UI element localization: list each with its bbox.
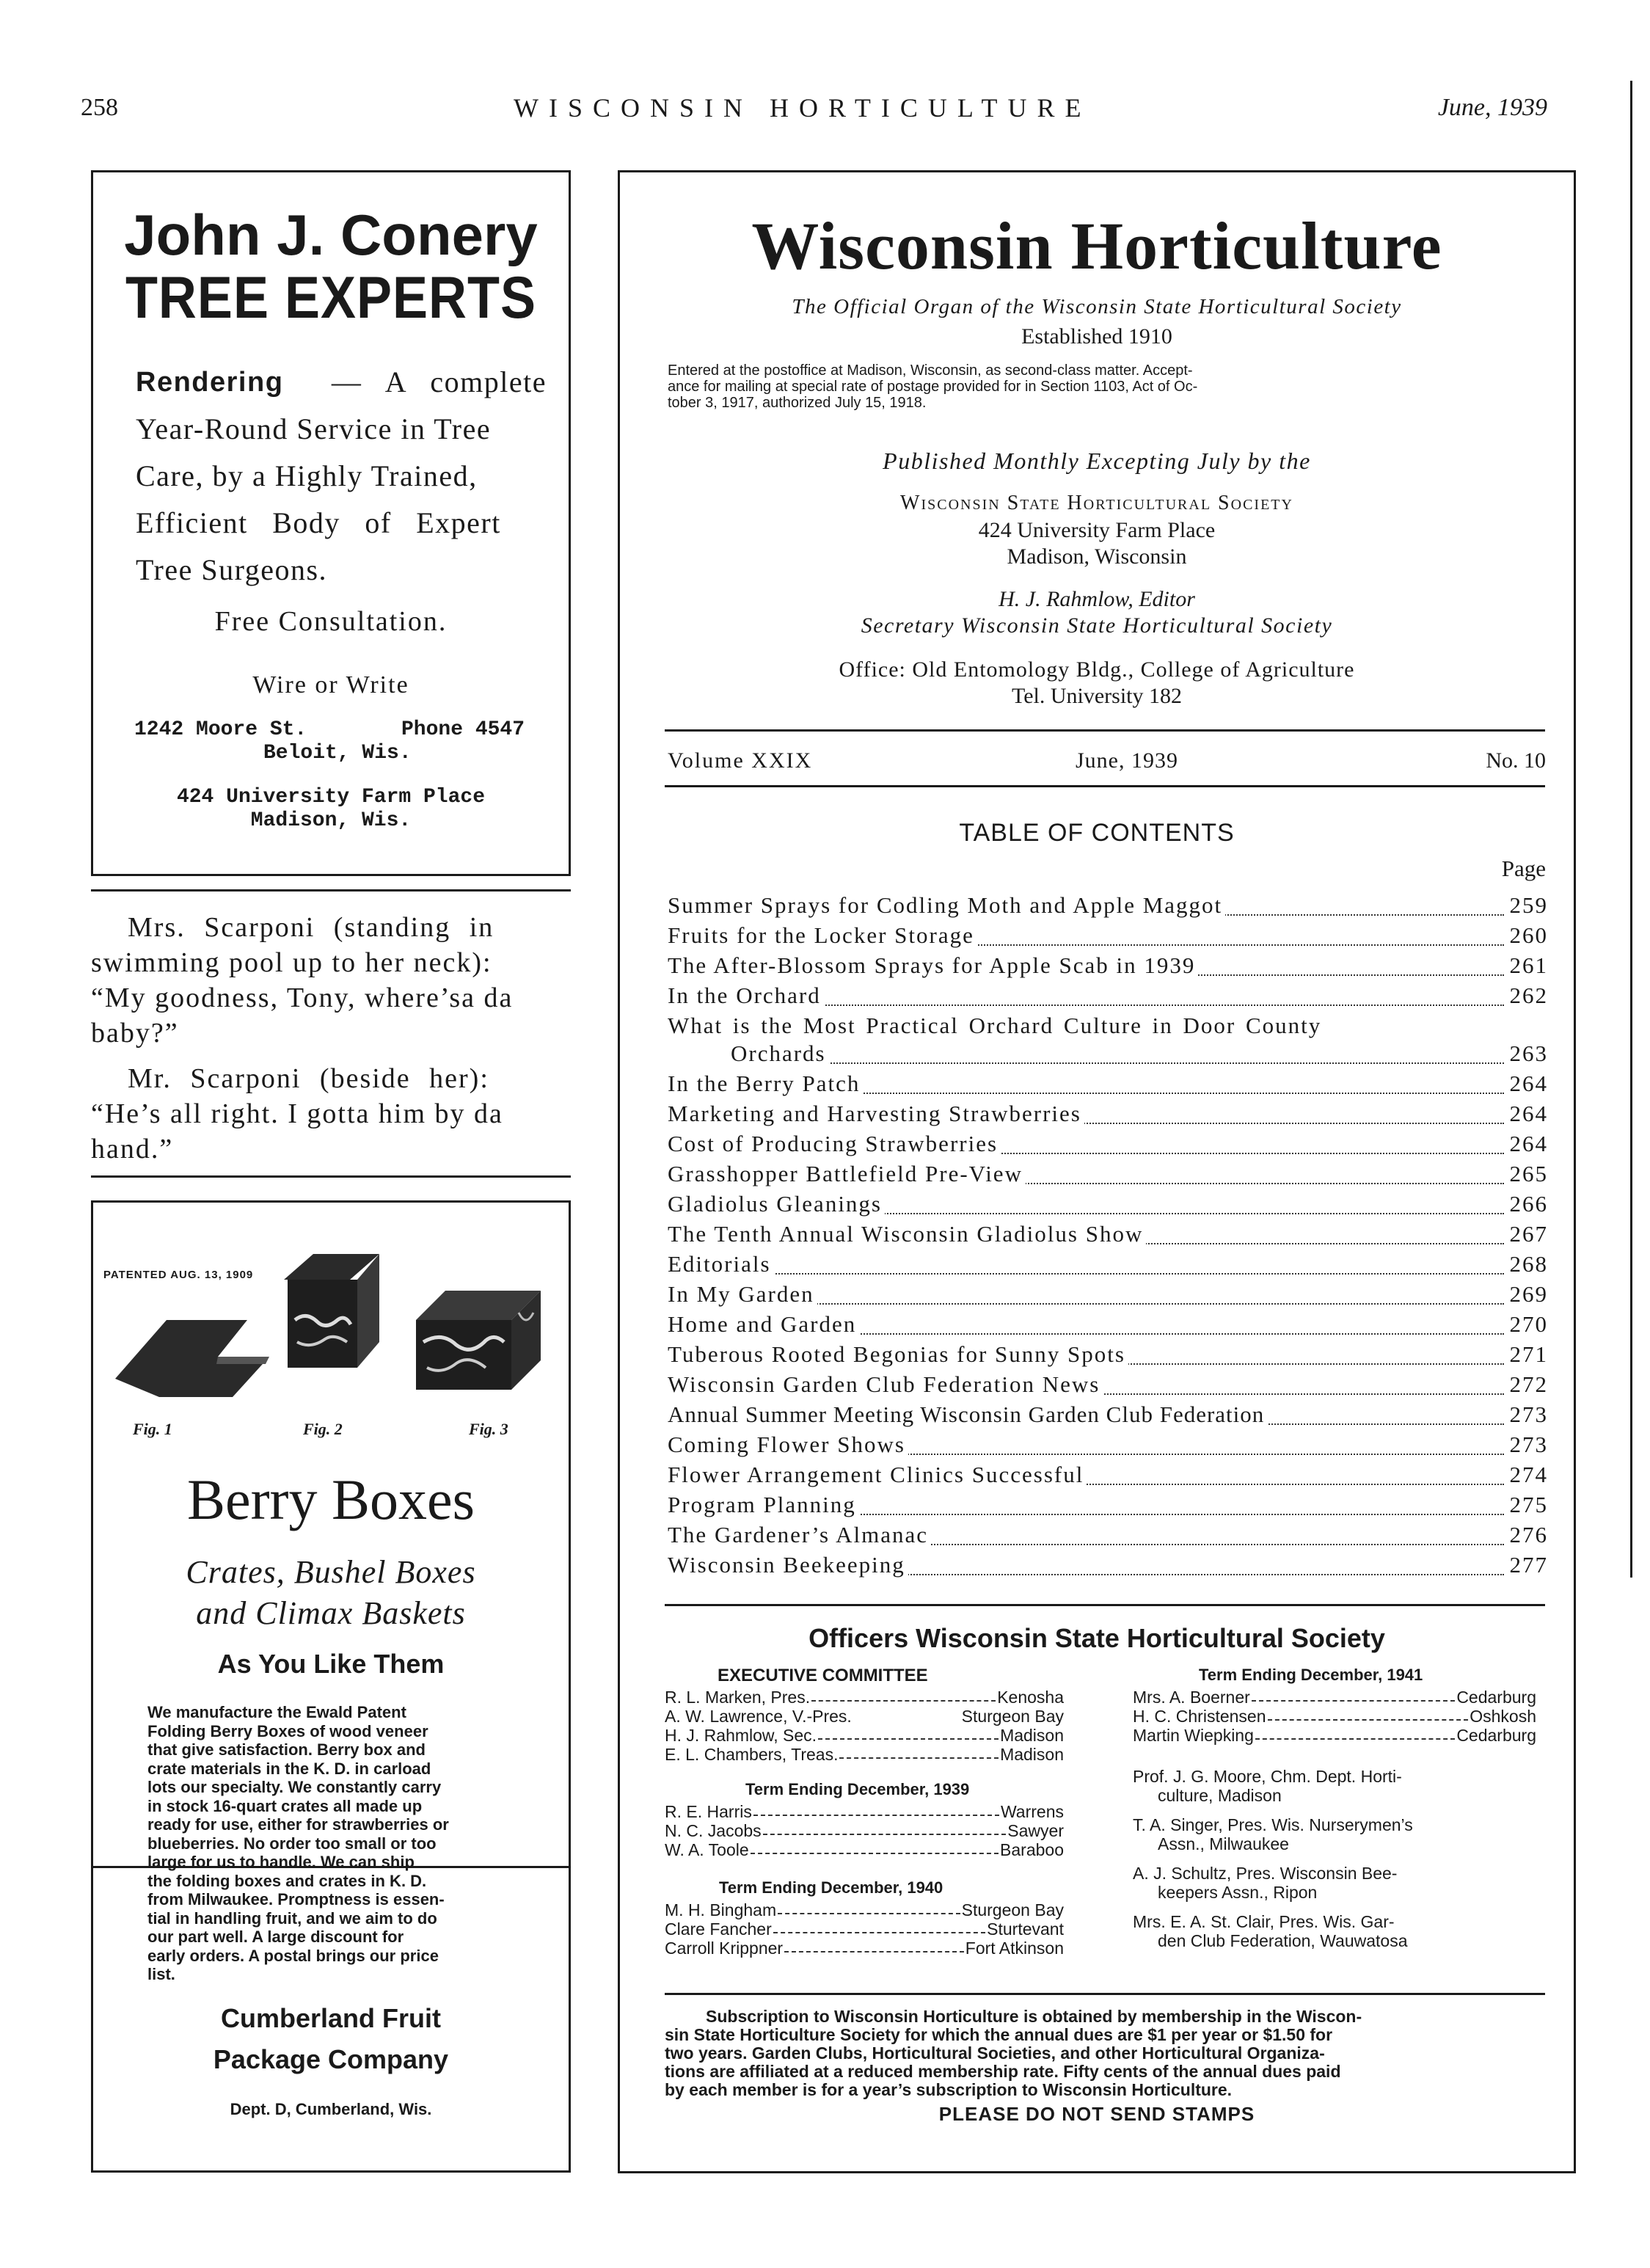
officer-row: R. L. Marken, Pres. Kenosha xyxy=(665,1688,1064,1707)
published-line: Published Monthly Excepting July by the xyxy=(883,448,1311,474)
subscription-line: by each member is for a year’s subscription to Wisconsin Horticulture. xyxy=(665,2080,1233,2099)
ex-officio-members xyxy=(1133,1767,1544,1950)
officer-row: M. H. Bingham Sturgeon Bay xyxy=(665,1900,1064,1919)
subscription-line: sin State Horticulture Society for which the annual dues are $1 per year or $1.50 for xyxy=(665,2025,1333,2044)
subscription-note xyxy=(665,2008,1542,2099)
berry-subtitle-2: and Climax Baskets xyxy=(196,1595,466,1631)
joke-line: hand.” xyxy=(91,1134,174,1164)
term-1939-heading: Term Ending December, 1939 xyxy=(745,1780,970,1798)
berry-body-line: in stock 16-quart crates all made up xyxy=(147,1796,423,1815)
society-name: Wisconsin State Horticultural Society xyxy=(900,492,1293,514)
berry-body-line: from Milwaukee. Promptness is essen- xyxy=(147,1890,445,1908)
office-line: Office: Old Entomology Bldg., College of Agriculture xyxy=(839,657,1355,682)
berry-body-line: We manufacture the Ewald Patent xyxy=(147,1703,406,1721)
postal-entry-line: ance for mailing at special rate of postage provided for in Section 1103, Act of Oc- xyxy=(668,379,1198,395)
toc-item-continued[interactable]: Orchards 263 xyxy=(731,1040,1548,1066)
joke-line: “My goodness, Tony, where’sa da xyxy=(91,982,514,1013)
joke-line: Mr. Scarponi (beside her): xyxy=(128,1063,489,1094)
toc-item[interactable]: Editorials 268 xyxy=(668,1251,1548,1277)
conery-contact: Wire or Write xyxy=(252,671,409,699)
exec-committee xyxy=(665,1688,1064,1764)
conery-address2-city: Madison, Wis. xyxy=(250,809,412,832)
editor-line: H. J. Rahmlow, Editor xyxy=(999,587,1195,611)
fig3-label: Fig. 3 xyxy=(469,1420,508,1438)
society-address: 424 University Farm Place xyxy=(978,518,1216,542)
toc-item[interactable]: Grasshopper Battlefield Pre-View 265 xyxy=(668,1161,1548,1186)
divider xyxy=(91,889,571,891)
toc-item[interactable]: The Gardener’s Almanac 276 xyxy=(668,1522,1548,1547)
toc-item[interactable]: Wisconsin Garden Club Federation News 272 xyxy=(668,1371,1548,1397)
conery-subtitle: TREE EXPERTS xyxy=(125,265,537,331)
conery-body-line: — A complete xyxy=(331,365,547,398)
conery-body xyxy=(136,359,547,594)
berry-ad-extension-right xyxy=(569,1864,571,2172)
patent-note: PATENTED AUG. 13, 1909 xyxy=(103,1269,254,1281)
joke-line: swimming pool up to her neck): xyxy=(91,947,492,978)
toc-page-label: Page xyxy=(1501,856,1546,881)
volume-rule-top xyxy=(665,729,1545,732)
berry-company: Cumberland Fruit xyxy=(220,2003,441,2033)
officer-row: W. A. Toole Baraboo xyxy=(665,1840,1064,1859)
berry-body-line: the folding boxes and crates in K. D. xyxy=(147,1871,427,1890)
toc-item[interactable]: Annual Summer Meeting Wisconsin Garden Club Federation 273 xyxy=(668,1401,1548,1427)
berry-company-2: Package Company xyxy=(213,2044,449,2074)
berry-body-line: blueberries. No order too small or too xyxy=(147,1834,437,1853)
ex-officio-entry: Prof. J. G. Moore, Chm. Dept. Horti- culture, Madison xyxy=(1133,1767,1402,1805)
joke-line: baby?” xyxy=(91,1018,179,1049)
berry-body xyxy=(147,1703,514,1984)
toc-rule xyxy=(665,1604,1545,1606)
subscription-line: tions are affiliated at a reduced membership rate. Fifty cents of the annual dues paid xyxy=(665,2062,1341,2081)
toc-item[interactable]: In the Berry Patch 264 xyxy=(668,1071,1548,1096)
joke-line: Mrs. Scarponi (standing in xyxy=(128,912,494,943)
berry-title: Berry Boxes xyxy=(186,1467,475,1531)
joke-line: “He’s all right. I gotta him by da xyxy=(91,1098,503,1129)
berry-body-line: our part well. A large discount for xyxy=(147,1928,404,1946)
no-stamps-notice: PLEASE DO NOT SEND STAMPS xyxy=(938,2103,1255,2125)
officers-rule xyxy=(665,1993,1545,1995)
term-1940 xyxy=(665,1900,1064,1958)
running-title: WISCONSIN HORTICULTURE xyxy=(514,93,1092,123)
berry-body-line: ready for use, either for strawberries or xyxy=(147,1815,449,1834)
toc-item[interactable]: Wisconsin Beekeeping 277 xyxy=(668,1552,1548,1578)
issue-number: No. 10 xyxy=(1486,748,1546,773)
volume-date: June, 1939 xyxy=(1076,748,1178,773)
conery-body-line: Tree Surgeons. xyxy=(136,553,328,586)
conery-street: 1242 Moore St. xyxy=(134,718,307,741)
officer-row: Martin Wiepking Cedarburg xyxy=(1133,1726,1536,1745)
berry-subtitle: Crates, Bushel Boxes xyxy=(186,1554,476,1590)
officer-row: H. C. Christensen Oshkosh xyxy=(1133,1707,1536,1726)
postal-entry-line: Entered at the postoffice at Madison, Wisconsin, as second-class matter. Accept- xyxy=(668,362,1193,379)
berry-body-line: lots our specialty. We constantly carry xyxy=(147,1778,442,1796)
officer-row: Clare Fancher Sturtevant xyxy=(665,1919,1064,1939)
term-1941-heading: Term Ending December, 1941 xyxy=(1199,1666,1423,1684)
toc-item[interactable]: What is the Most Practical Orchard Culture in Door County xyxy=(668,1013,1548,1043)
berry-body-line: early orders. A postal brings our price xyxy=(147,1946,439,1965)
conery-body-line: Care, by a Highly Trained, xyxy=(136,459,478,492)
toc-item[interactable]: Cost of Producing Strawberries 264 xyxy=(668,1131,1548,1156)
volume-rule-bottom xyxy=(665,785,1545,787)
volume: Volume XXIX xyxy=(668,748,813,773)
postal-entry xyxy=(668,362,1541,411)
divider xyxy=(91,1175,571,1178)
ex-officio-entry: A. J. Schultz, Pres. Wisconsin Bee- keepers Assn., Ripon xyxy=(1133,1864,1398,1902)
society-city: Madison, Wisconsin xyxy=(1007,544,1187,569)
officer-row: A. W. Lawrence, V.-Pres. Sturgeon Bay xyxy=(665,1707,1064,1726)
conery-body-lead: Rendering xyxy=(136,367,284,398)
toc-item[interactable]: Marketing and Harvesting Strawberries 264 xyxy=(668,1101,1548,1126)
editor-title: Secretary Wisconsin State Horticultural Society xyxy=(861,613,1333,638)
officer-row: E. L. Chambers, Treas. Madison xyxy=(665,1745,1064,1764)
conery-body-line: Efficient Body of Expert xyxy=(136,506,501,539)
fig1-label: Fig. 1 xyxy=(133,1420,172,1438)
postal-entry-line: tober 3, 1917, authorized July 15, 1918. xyxy=(668,395,927,411)
toc-item[interactable]: Flower Arrangement Clinics Successful 274 xyxy=(668,1462,1548,1487)
berry-dept: Dept. D, Cumberland, Wis. xyxy=(230,2100,432,2118)
masthead-title: Wisconsin Horticulture xyxy=(751,208,1442,283)
berry-body-line: that give satisfaction. Berry box and xyxy=(147,1740,426,1759)
ex-officio-entry: T. A. Singer, Pres. Wis. Nurserymen’s Assn., Milwaukee xyxy=(1133,1815,1413,1853)
berry-ad-bottom xyxy=(91,2170,571,2173)
joke xyxy=(91,910,571,1167)
issue-date: June, 1939 xyxy=(1437,94,1547,121)
berry-box-illustrations xyxy=(101,1239,563,1423)
toc-item[interactable]: Summer Sprays for Codling Moth and Apple Maggot 259 xyxy=(668,892,1548,918)
toc-item[interactable]: In the Orchard 262 xyxy=(668,982,1548,1008)
toc-item[interactable]: Coming Flower Shows 273 xyxy=(668,1432,1548,1457)
conery-phone: Phone 4547 xyxy=(401,718,525,741)
subscription-line: two years. Garden Clubs, Horticultural Societies, and other Horticultural Organiza- xyxy=(665,2043,1325,2063)
toc-item[interactable]: Gladiolus Gleanings 266 xyxy=(668,1191,1548,1217)
fig3-box-front xyxy=(416,1320,511,1390)
toc-item[interactable]: The Tenth Annual Wisconsin Gladiolus Show 267 xyxy=(668,1221,1548,1247)
right-edge-rule xyxy=(1630,81,1632,1578)
page-number: 258 xyxy=(81,94,118,121)
berry-tagline: As You Like Them xyxy=(217,1649,445,1679)
officer-row: H. J. Rahmlow, Sec. Madison xyxy=(665,1726,1064,1745)
toc-item[interactable]: In My Garden 269 xyxy=(668,1281,1548,1307)
officers-heading: Officers Wisconsin State Horticultural Society xyxy=(808,1623,1385,1653)
telephone-line: Tel. University 182 xyxy=(1011,684,1183,708)
conery-consultation: Free Consultation. xyxy=(214,606,448,637)
conery-title: John J. Conery xyxy=(124,203,538,267)
exec-committee-heading: EXECUTIVE COMMITTEE xyxy=(718,1666,928,1685)
masthead-subtitle: The Official Organ of the Wisconsin State Horticultural Society xyxy=(792,295,1402,318)
berry-body-line: list. xyxy=(147,1965,175,1983)
term-1941 xyxy=(1133,1688,1536,1745)
berry-body-line: crate materials in the K. D. in carload xyxy=(147,1759,431,1778)
fig2-label: Fig. 2 xyxy=(303,1420,343,1438)
subscription-line: Subscription to Wisconsin Horticulture is obtained by membership in the Wiscon- xyxy=(706,2007,1362,2026)
toc-item[interactable]: Tuberous Rooted Begonias for Sunny Spots 271 xyxy=(668,1341,1548,1367)
berry-body-line: large for us to handle. We can ship xyxy=(147,1853,415,1871)
officer-row: N. C. Jacobs Sawyer xyxy=(665,1821,1064,1840)
berry-ad-extension-left xyxy=(91,1864,93,2172)
masthead-established: Established 1910 xyxy=(1021,324,1172,349)
officer-row: Carroll Krippner Fort Atkinson xyxy=(665,1939,1064,1958)
term-1939 xyxy=(665,1802,1064,1859)
conery-address2: 424 University Farm Place xyxy=(176,786,486,809)
berry-body-line: Folding Berry Boxes of wood veneer xyxy=(147,1721,428,1740)
conery-city: Beloit, Wis. xyxy=(263,742,412,765)
berry-ad xyxy=(91,1200,571,1983)
conery-ad xyxy=(91,170,571,876)
officer-row: R. E. Harris Warrens xyxy=(665,1802,1064,1821)
conery-body-line: Year-Round Service in Tree xyxy=(136,412,492,445)
ex-officio-entry: Mrs. E. A. St. Clair, Pres. Wis. Gar- den Club Federation, Wauwatosa xyxy=(1133,1912,1408,1950)
toc-heading: TABLE OF CONTENTS xyxy=(959,819,1235,847)
officer-row: Mrs. A. Boerner Cedarburg xyxy=(1133,1688,1536,1707)
toc-item[interactable]: Program Planning 275 xyxy=(668,1492,1548,1517)
toc-item[interactable]: Home and Garden 270 xyxy=(668,1311,1548,1337)
term-1940-heading: Term Ending December, 1940 xyxy=(719,1878,943,1897)
berry-body-line: tial in handling fruit, and we aim to do xyxy=(147,1908,437,1928)
toc-item[interactable]: Fruits for the Locker Storage 260 xyxy=(668,922,1548,948)
toc-item[interactable]: The After-Blossom Sprays for Apple Scab in 1939 261 xyxy=(668,952,1548,978)
